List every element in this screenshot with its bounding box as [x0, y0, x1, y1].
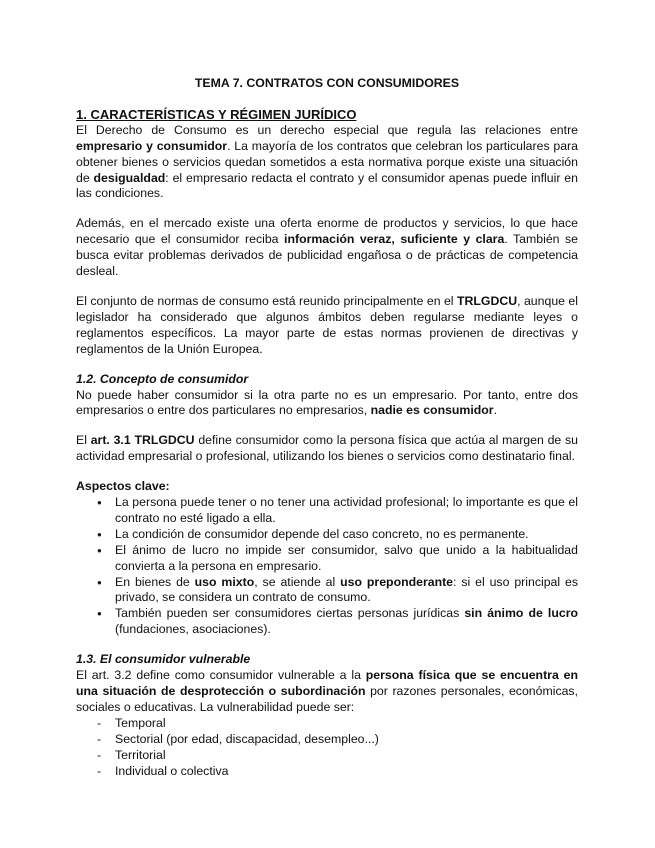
text: El art. 3.2 define como consumidor vulnerable a la	[76, 668, 366, 683]
key-aspects-label	[76, 479, 578, 495]
text: El	[76, 433, 91, 448]
text: El conjunto de normas de consumo está reunido principalmente en el	[76, 293, 457, 308]
bold-text: nadie es consumidor	[370, 403, 494, 418]
section-heading-caracteristicas: 1. CARACTERÍSTICAS Y RÉGIMEN JURÍDICO	[76, 106, 357, 122]
text: , se atiende al	[254, 574, 341, 589]
list-item: - Individual o colectiva	[76, 764, 578, 780]
list-item	[76, 575, 578, 607]
paragraph-informacion	[76, 216, 578, 280]
list-item: - Territorial	[76, 748, 578, 764]
text: : si el uso principal es privado, se considera un contrato de consumo.	[115, 574, 578, 605]
bold-text: art. 3.1 TRLGDCU	[90, 433, 195, 448]
document-page	[76, 76, 578, 793]
text: No puede haber consumidor si la otra parte no es un empresario. Por tanto, entre dos empresarios o entre dos particulares no empresarios,	[76, 387, 578, 418]
text: define consumidor como la persona física que actúa al margen de su actividad empresarial o profesional, utilizando los bienes o servicios como destinatario final.	[76, 433, 578, 464]
paragraph-art-31	[76, 433, 578, 465]
list-item	[76, 606, 578, 638]
text: La persona puede tener o no tener una actividad profesional; lo importante es que el contrato no esté ligado a ella.	[115, 495, 578, 525]
list-item	[76, 527, 578, 543]
text: : el empresario redacta el contrato y el consumidor apenas puede influir en las condiciones.	[76, 170, 578, 201]
bold-text: información veraz, suficiente y clara	[284, 232, 505, 247]
paragraph-art-32	[76, 668, 578, 716]
text: La condición de consumidor depende del caso concreto, no es permanente.	[115, 526, 529, 541]
paragraph-no-consumidor	[76, 388, 578, 420]
text: También pueden ser consumidores ciertas personas jurídicas	[115, 606, 465, 621]
text: , aunque el legislador ha considerado que algunos ámbitos deben regularse mediante leyes o reglamentos específicos. La mayor parte de estas normas provienen de directivas y reglamentos de la Unión Europea.	[76, 293, 579, 356]
bold-text: empresario y consumidor	[76, 138, 228, 153]
list-item	[76, 495, 578, 527]
bold-text: uso preponderante	[340, 574, 454, 589]
subsection-heading-concepto: 1.2. Concepto de consumidor	[76, 371, 249, 386]
text: Además, en el mercado existe una oferta enorme de productos y servicios, lo que hace necesario que el consumidor reciba	[76, 216, 578, 247]
bold-text: persona física que se encuentra en una situación de desprotección o subordinación	[76, 668, 578, 698]
vulnerability-types-list	[76, 716, 578, 780]
bold-text: desigualdad	[93, 170, 166, 185]
text: El Derecho de Consumo es un derecho especial que regula las relaciones entre	[76, 122, 578, 137]
subsection-heading-vulnerable: 1.3. El consumidor vulnerable	[76, 652, 251, 667]
bold-text: uso mixto	[194, 574, 255, 589]
document-title: TEMA 7. CONTRATOS CON CONSUMIDORES	[194, 76, 460, 90]
bold-text: TRLGDCU	[456, 293, 518, 308]
key-aspects-list	[76, 495, 578, 638]
text: (fundaciones, asociaciones).	[115, 622, 271, 637]
text: . También se busca evitar problemas derivados de publicidad engañosa o de prácticas de competencia desleal.	[76, 232, 579, 279]
text: por razones personales, económicas, sociales o educativas. La vulnerabilidad puede ser:	[76, 684, 578, 714]
text: . La mayoría de los contratos que celebran los particulares para obtener bienes o servicios quedan sometidos a esta normativa porque existe una situación de	[76, 138, 578, 185]
text: En bienes de	[115, 574, 195, 589]
text: El ánimo de lucro no impide ser consumidor, salvo que unido a la habitualidad convierta a la persona en empresario.	[115, 542, 578, 573]
text: .	[493, 403, 498, 418]
list-item: - Sectorial (por edad, discapacidad, desempleo...)	[76, 732, 578, 748]
bold-text: Aspectos clave:	[76, 479, 170, 494]
list-item	[76, 543, 578, 575]
bold-text: sin ánimo de lucro	[464, 606, 578, 621]
paragraph-derecho-consumo	[76, 123, 578, 203]
paragraph-trlgdcu	[76, 294, 578, 358]
list-item: - Temporal	[76, 716, 578, 732]
